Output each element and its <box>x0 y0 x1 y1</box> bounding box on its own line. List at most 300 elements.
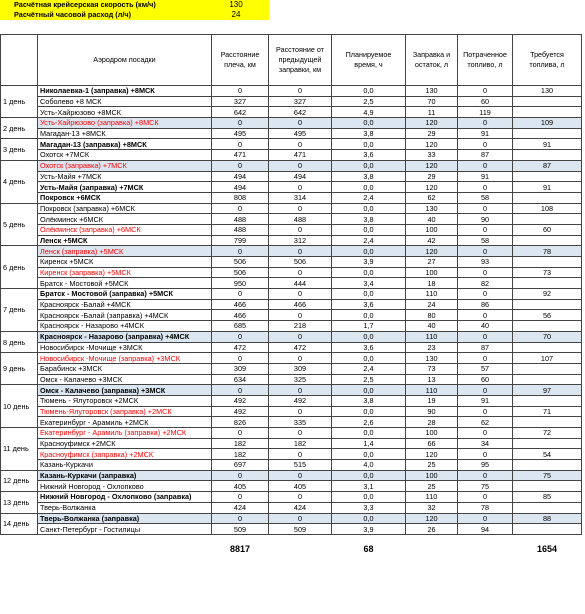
airfield-cell[interactable]: Киренск (заправка) +5МСК <box>38 267 212 278</box>
header-cell[interactable] <box>1 35 38 86</box>
time-cell[interactable]: 0,0 <box>332 353 406 364</box>
fuel-required-cell[interactable] <box>513 342 582 353</box>
distance-from-refuel-cell[interactable]: 0 <box>269 449 332 460</box>
distance-from-refuel-cell[interactable]: 0 <box>269 385 332 396</box>
fuel-required-cell[interactable] <box>513 171 582 182</box>
time-cell[interactable]: 0,0 <box>332 428 406 439</box>
airfield-cell[interactable]: Усть-Майя +7МСК <box>38 171 212 182</box>
fuel-used-cell[interactable]: 93 <box>458 257 513 268</box>
distance-from-refuel-cell[interactable]: 312 <box>269 235 332 246</box>
distance-from-refuel-cell[interactable]: 327 <box>269 96 332 107</box>
airfield-cell[interactable]: Охотск (заправка) +7МСК <box>38 160 212 171</box>
distance-from-refuel-cell[interactable]: 506 <box>269 257 332 268</box>
param-label[interactable]: Расчётная крейсерская скорость (км/ч) <box>0 0 203 10</box>
distance-from-refuel-cell[interactable]: 0 <box>269 118 332 129</box>
fuel-required-cell[interactable] <box>513 374 582 385</box>
airfield-cell[interactable]: Омск - Калачево (заправка) +3МСК <box>38 385 212 396</box>
fuel-used-cell[interactable]: 0 <box>458 449 513 460</box>
fuel-required-cell[interactable] <box>513 107 582 118</box>
distance-from-refuel-cell[interactable]: 515 <box>269 460 332 471</box>
fuel-remaining-cell[interactable]: 110 <box>406 331 458 342</box>
fuel-used-cell[interactable]: 58 <box>458 235 513 246</box>
fuel-used-cell[interactable]: 60 <box>458 96 513 107</box>
distance-cell[interactable]: 0 <box>212 428 269 439</box>
distance-cell[interactable]: 182 <box>212 438 269 449</box>
distance-from-refuel-cell[interactable]: 642 <box>269 107 332 118</box>
airfield-cell[interactable]: Олёкминск +6МСК <box>38 214 212 225</box>
distance-cell[interactable]: 0 <box>212 385 269 396</box>
fuel-used-cell[interactable]: 78 <box>458 502 513 513</box>
distance-cell[interactable]: 0 <box>212 513 269 524</box>
distance-from-refuel-cell[interactable]: 0 <box>269 492 332 503</box>
fuel-used-cell[interactable]: 90 <box>458 214 513 225</box>
day-cell[interactable]: 8 день <box>1 331 38 352</box>
fuel-required-cell[interactable] <box>513 481 582 492</box>
distance-from-refuel-cell[interactable]: 0 <box>269 310 332 321</box>
fuel-used-cell[interactable]: 91 <box>458 395 513 406</box>
airfield-cell[interactable]: Санкт-Петербург - Гостилицы <box>38 524 212 535</box>
time-cell[interactable]: 0,0 <box>332 289 406 300</box>
fuel-required-cell[interactable] <box>513 417 582 428</box>
fuel-required-cell[interactable] <box>513 502 582 513</box>
fuel-required-cell[interactable] <box>513 278 582 289</box>
day-cell[interactable]: 11 день <box>1 428 38 471</box>
fuel-required-cell[interactable]: 71 <box>513 406 582 417</box>
distance-cell[interactable]: 471 <box>212 150 269 161</box>
fuel-remaining-cell[interactable]: 100 <box>406 428 458 439</box>
distance-cell[interactable]: 950 <box>212 278 269 289</box>
time-cell[interactable]: 2,4 <box>332 235 406 246</box>
distance-cell[interactable]: 0 <box>212 203 269 214</box>
fuel-remaining-cell[interactable]: 11 <box>406 107 458 118</box>
fuel-remaining-cell[interactable]: 100 <box>406 267 458 278</box>
time-cell[interactable]: 2,5 <box>332 96 406 107</box>
time-cell[interactable]: 0,0 <box>332 246 406 257</box>
fuel-remaining-cell[interactable]: 130 <box>406 353 458 364</box>
fuel-used-cell[interactable]: 0 <box>458 224 513 235</box>
airfield-cell[interactable]: Барабинск +3МСК <box>38 363 212 374</box>
fuel-required-cell[interactable] <box>513 150 582 161</box>
fuel-remaining-cell[interactable]: 42 <box>406 235 458 246</box>
distance-cell[interactable]: 494 <box>212 171 269 182</box>
fuel-required-cell[interactable] <box>513 235 582 246</box>
airfield-cell[interactable]: Омск - Калачево +3МСК <box>38 374 212 385</box>
airfield-cell[interactable]: Братск - Мостовой +5МСК <box>38 278 212 289</box>
distance-from-refuel-cell[interactable]: 471 <box>269 150 332 161</box>
time-cell[interactable]: 0,0 <box>332 470 406 481</box>
fuel-used-cell[interactable]: 87 <box>458 150 513 161</box>
fuel-required-cell[interactable] <box>513 438 582 449</box>
fuel-remaining-cell[interactable]: 130 <box>406 86 458 97</box>
airfield-cell[interactable]: Усть-Хайрюзово (заправка) +8МСК <box>38 118 212 129</box>
distance-from-refuel-cell[interactable]: 0 <box>269 406 332 417</box>
total-distance-cell[interactable]: 8817 <box>229 544 251 555</box>
distance-from-refuel-cell[interactable]: 0 <box>269 246 332 257</box>
fuel-remaining-cell[interactable]: 19 <box>406 395 458 406</box>
fuel-remaining-cell[interactable]: 27 <box>406 257 458 268</box>
fuel-required-cell[interactable]: 60 <box>513 224 582 235</box>
distance-cell[interactable]: 0 <box>212 289 269 300</box>
fuel-remaining-cell[interactable]: 33 <box>406 150 458 161</box>
fuel-required-cell[interactable] <box>513 524 582 535</box>
fuel-used-cell[interactable]: 91 <box>458 128 513 139</box>
fuel-remaining-cell[interactable]: 26 <box>406 524 458 535</box>
distance-cell[interactable]: 808 <box>212 192 269 203</box>
airfield-cell[interactable]: Казань-Куркачи <box>38 460 212 471</box>
time-cell[interactable]: 3,3 <box>332 502 406 513</box>
empty-cell[interactable] <box>458 541 513 559</box>
fuel-remaining-cell[interactable]: 120 <box>406 160 458 171</box>
distance-from-refuel-cell[interactable]: 424 <box>269 502 332 513</box>
fuel-remaining-cell[interactable]: 23 <box>406 342 458 353</box>
time-cell[interactable]: 0,0 <box>332 449 406 460</box>
distance-cell[interactable]: 509 <box>212 524 269 535</box>
airfield-cell[interactable]: Магадан-13 (заправка) +8МСК <box>38 139 212 150</box>
param-value[interactable]: 130 <box>203 0 269 10</box>
fuel-required-cell[interactable]: 85 <box>513 492 582 503</box>
fuel-used-cell[interactable]: 0 <box>458 182 513 193</box>
fuel-required-cell[interactable]: 97 <box>513 385 582 396</box>
airfield-cell[interactable]: Тюмень-Ялуторовск (заправка) +2МСК <box>38 406 212 417</box>
distance-cell[interactable]: 0 <box>212 492 269 503</box>
distance-from-refuel-cell[interactable]: 325 <box>269 374 332 385</box>
distance-from-refuel-cell[interactable]: 0 <box>269 289 332 300</box>
fuel-used-cell[interactable]: 0 <box>458 385 513 396</box>
fuel-remaining-cell[interactable]: 40 <box>406 321 458 332</box>
fuel-required-cell[interactable] <box>513 395 582 406</box>
fuel-required-cell[interactable]: 70 <box>513 331 582 342</box>
distance-cell[interactable]: 424 <box>212 502 269 513</box>
fuel-used-cell[interactable]: 119 <box>458 107 513 118</box>
day-cell[interactable]: 3 день <box>1 139 38 160</box>
fuel-remaining-cell[interactable]: 29 <box>406 128 458 139</box>
distance-cell[interactable]: 0 <box>212 118 269 129</box>
fuel-used-cell[interactable]: 0 <box>458 267 513 278</box>
fuel-required-cell[interactable] <box>513 192 582 203</box>
distance-from-refuel-cell[interactable]: 0 <box>269 331 332 342</box>
time-cell[interactable]: 0,0 <box>332 118 406 129</box>
distance-from-refuel-cell[interactable]: 0 <box>269 267 332 278</box>
fuel-remaining-cell[interactable]: 25 <box>406 481 458 492</box>
fuel-remaining-cell[interactable]: 120 <box>406 513 458 524</box>
header-cell[interactable]: Заправка и остаток, л <box>406 35 458 86</box>
distance-from-refuel-cell[interactable]: 0 <box>269 513 332 524</box>
distance-cell[interactable]: 0 <box>212 86 269 97</box>
airfield-cell[interactable]: Соболево +8 МСК <box>38 96 212 107</box>
distance-cell[interactable]: 0 <box>212 246 269 257</box>
time-cell[interactable]: 3,8 <box>332 128 406 139</box>
header-cell[interactable]: Аэродром посадки <box>38 35 212 86</box>
distance-cell[interactable]: 309 <box>212 363 269 374</box>
airfield-cell[interactable]: Красноуфимск +2МСК <box>38 438 212 449</box>
fuel-required-cell[interactable]: 130 <box>513 86 582 97</box>
fuel-used-cell[interactable]: 0 <box>458 428 513 439</box>
airfield-cell[interactable]: Красноярск -Балай +4МСК <box>38 299 212 310</box>
distance-from-refuel-cell[interactable]: 0 <box>269 160 332 171</box>
time-cell[interactable]: 3,1 <box>332 481 406 492</box>
distance-cell[interactable]: 182 <box>212 449 269 460</box>
distance-cell[interactable]: 799 <box>212 235 269 246</box>
fuel-remaining-cell[interactable]: 29 <box>406 171 458 182</box>
distance-cell[interactable]: 634 <box>212 374 269 385</box>
empty-cell[interactable] <box>269 541 332 559</box>
fuel-remaining-cell[interactable]: 120 <box>406 182 458 193</box>
distance-cell[interactable]: 492 <box>212 406 269 417</box>
fuel-required-cell[interactable]: 75 <box>513 470 582 481</box>
day-cell[interactable]: 2 день <box>1 118 38 139</box>
fuel-required-cell[interactable]: 73 <box>513 267 582 278</box>
fuel-remaining-cell[interactable]: 120 <box>406 118 458 129</box>
distance-from-refuel-cell[interactable]: 0 <box>269 86 332 97</box>
distance-from-refuel-cell[interactable]: 0 <box>269 203 332 214</box>
airfield-cell[interactable]: Екатеринбург - Арамиль +2МСК <box>38 417 212 428</box>
fuel-used-cell[interactable]: 75 <box>458 481 513 492</box>
fuel-used-cell[interactable]: 86 <box>458 299 513 310</box>
distance-from-refuel-cell[interactable]: 0 <box>269 139 332 150</box>
fuel-used-cell[interactable]: 0 <box>458 470 513 481</box>
airfield-cell[interactable]: Красноуфимск (заправка) +2МСК <box>38 449 212 460</box>
day-cell[interactable]: 5 день <box>1 203 38 246</box>
distance-from-refuel-cell[interactable]: 0 <box>269 353 332 364</box>
distance-cell[interactable]: 0 <box>212 331 269 342</box>
fuel-required-cell[interactable]: 56 <box>513 310 582 321</box>
header-cell[interactable]: Расстояние плеча, км <box>212 35 269 86</box>
fuel-used-cell[interactable]: 0 <box>458 203 513 214</box>
param-row-consumption[interactable] <box>0 10 585 20</box>
day-cell[interactable]: 12 день <box>1 470 38 491</box>
fuel-remaining-cell[interactable]: 70 <box>406 96 458 107</box>
header-cell[interactable]: Потраченное топливо, л <box>458 35 513 86</box>
airfield-cell[interactable]: Братск - Мостовой (заправка) +5МСК <box>38 289 212 300</box>
airfield-cell[interactable]: Тверь-Волжанка <box>38 502 212 513</box>
distance-cell[interactable]: 0 <box>212 353 269 364</box>
distance-from-refuel-cell[interactable]: 495 <box>269 128 332 139</box>
time-cell[interactable]: 0,0 <box>332 203 406 214</box>
empty-cell[interactable] <box>1 541 38 559</box>
airfield-cell[interactable]: Усть-Майя (заправка) +7МСК <box>38 182 212 193</box>
time-cell[interactable]: 0,0 <box>332 86 406 97</box>
distance-from-refuel-cell[interactable]: 182 <box>269 438 332 449</box>
fuel-used-cell[interactable]: 0 <box>458 310 513 321</box>
fuel-used-cell[interactable]: 0 <box>458 513 513 524</box>
fuel-remaining-cell[interactable]: 24 <box>406 299 458 310</box>
time-cell[interactable]: 2,4 <box>332 192 406 203</box>
fuel-used-cell[interactable]: 34 <box>458 438 513 449</box>
day-cell[interactable]: 9 день <box>1 353 38 385</box>
fuel-remaining-cell[interactable]: 90 <box>406 406 458 417</box>
distance-cell[interactable]: 495 <box>212 128 269 139</box>
distance-from-refuel-cell[interactable]: 466 <box>269 299 332 310</box>
distance-from-refuel-cell[interactable]: 314 <box>269 192 332 203</box>
time-cell[interactable]: 0,0 <box>332 513 406 524</box>
fuel-remaining-cell[interactable]: 80 <box>406 310 458 321</box>
fuel-required-cell[interactable]: 107 <box>513 353 582 364</box>
time-cell[interactable]: 3,6 <box>332 299 406 310</box>
header-cell[interactable]: Расстояние от предыдущей заправки, км <box>269 35 332 86</box>
fuel-used-cell[interactable]: 0 <box>458 289 513 300</box>
time-cell[interactable]: 4,0 <box>332 460 406 471</box>
airfield-cell[interactable]: Красноярск - Назарово +4МСК <box>38 321 212 332</box>
fuel-remaining-cell[interactable]: 130 <box>406 203 458 214</box>
time-cell[interactable]: 0,0 <box>332 331 406 342</box>
time-cell[interactable]: 2,5 <box>332 374 406 385</box>
time-cell[interactable]: 3,8 <box>332 395 406 406</box>
airfield-cell[interactable]: Тюмень - Ялуторовск +2МСК <box>38 395 212 406</box>
airfield-cell[interactable]: Покровск +6МСК <box>38 192 212 203</box>
time-cell[interactable]: 3,6 <box>332 342 406 353</box>
distance-cell[interactable]: 0 <box>212 139 269 150</box>
fuel-used-cell[interactable]: 60 <box>458 374 513 385</box>
time-cell[interactable]: 0,0 <box>332 182 406 193</box>
fuel-used-cell[interactable]: 58 <box>458 192 513 203</box>
time-cell[interactable]: 0,0 <box>332 406 406 417</box>
time-cell[interactable]: 0,0 <box>332 160 406 171</box>
day-cell[interactable]: 10 день <box>1 385 38 428</box>
distance-from-refuel-cell[interactable]: 509 <box>269 524 332 535</box>
total-time-cell[interactable]: 68 <box>363 544 374 555</box>
airfield-cell[interactable]: Екатеринбург - Арамиль (заправка) +2МСК <box>38 428 212 439</box>
airfield-cell[interactable]: Охотск +7МСК <box>38 150 212 161</box>
distance-cell[interactable]: 405 <box>212 481 269 492</box>
time-cell[interactable]: 0,0 <box>332 267 406 278</box>
fuel-remaining-cell[interactable]: 62 <box>406 192 458 203</box>
day-cell[interactable]: 13 день <box>1 492 38 513</box>
fuel-remaining-cell[interactable]: 25 <box>406 460 458 471</box>
day-cell[interactable]: 14 день <box>1 513 38 534</box>
distance-from-refuel-cell[interactable]: 309 <box>269 363 332 374</box>
fuel-required-cell[interactable]: 91 <box>513 139 582 150</box>
fuel-used-cell[interactable]: 0 <box>458 139 513 150</box>
fuel-used-cell[interactable]: 0 <box>458 353 513 364</box>
airfield-cell[interactable]: Ленск +5МСК <box>38 235 212 246</box>
airfield-cell[interactable]: Покровск (заправка) +6МСК <box>38 203 212 214</box>
fuel-required-cell[interactable]: 54 <box>513 449 582 460</box>
fuel-remaining-cell[interactable]: 120 <box>406 449 458 460</box>
distance-cell[interactable]: 494 <box>212 182 269 193</box>
fuel-used-cell[interactable]: 94 <box>458 524 513 535</box>
distance-cell[interactable]: 0 <box>212 160 269 171</box>
fuel-required-cell[interactable]: 72 <box>513 428 582 439</box>
airfield-cell[interactable]: Магадан-13 +8МСК <box>38 128 212 139</box>
airfield-cell[interactable]: Новосибирск -Мочище +3МСК <box>38 342 212 353</box>
distance-cell[interactable]: 0 <box>212 470 269 481</box>
header-cell[interactable]: Планируемое время, ч <box>332 35 406 86</box>
fuel-required-cell[interactable] <box>513 363 582 374</box>
time-cell[interactable]: 0,0 <box>332 492 406 503</box>
fuel-required-cell[interactable]: 87 <box>513 160 582 171</box>
day-cell[interactable]: 4 день <box>1 160 38 203</box>
distance-from-refuel-cell[interactable]: 405 <box>269 481 332 492</box>
param-row-speed[interactable] <box>0 0 585 10</box>
time-cell[interactable]: 3,8 <box>332 214 406 225</box>
fuel-remaining-cell[interactable]: 13 <box>406 374 458 385</box>
distance-from-refuel-cell[interactable]: 0 <box>269 224 332 235</box>
distance-cell[interactable]: 685 <box>212 321 269 332</box>
distance-cell[interactable]: 826 <box>212 417 269 428</box>
fuel-used-cell[interactable]: 0 <box>458 331 513 342</box>
fuel-required-cell[interactable] <box>513 321 582 332</box>
distance-cell[interactable]: 472 <box>212 342 269 353</box>
fuel-remaining-cell[interactable]: 120 <box>406 246 458 257</box>
airfield-cell[interactable]: Ленск (заправка) +5МСК <box>38 246 212 257</box>
fuel-used-cell[interactable]: 91 <box>458 171 513 182</box>
fuel-remaining-cell[interactable]: 100 <box>406 224 458 235</box>
fuel-used-cell[interactable]: 87 <box>458 342 513 353</box>
distance-cell[interactable]: 488 <box>212 214 269 225</box>
fuel-required-cell[interactable] <box>513 299 582 310</box>
airfield-cell[interactable]: Нижний Новгород - Охлопково <box>38 481 212 492</box>
time-cell[interactable]: 3,9 <box>332 257 406 268</box>
day-cell[interactable]: 7 день <box>1 289 38 332</box>
fuel-required-cell[interactable] <box>513 128 582 139</box>
fuel-required-cell[interactable] <box>513 214 582 225</box>
airfield-cell[interactable]: Нижний Новгород - Охлопково (заправка) <box>38 492 212 503</box>
fuel-remaining-cell[interactable]: 18 <box>406 278 458 289</box>
fuel-used-cell[interactable]: 0 <box>458 246 513 257</box>
fuel-required-cell[interactable]: 108 <box>513 203 582 214</box>
fuel-remaining-cell[interactable]: 110 <box>406 492 458 503</box>
time-cell[interactable]: 0,0 <box>332 310 406 321</box>
fuel-remaining-cell[interactable]: 40 <box>406 214 458 225</box>
distance-from-refuel-cell[interactable]: 218 <box>269 321 332 332</box>
airfield-cell[interactable]: Красноярск - Назарово (заправка) +4МСК <box>38 331 212 342</box>
fuel-used-cell[interactable]: 0 <box>458 86 513 97</box>
airfield-cell[interactable]: Тверь-Волжанка (заправка) <box>38 513 212 524</box>
distance-cell[interactable]: 466 <box>212 299 269 310</box>
distance-from-refuel-cell[interactable]: 0 <box>269 470 332 481</box>
fuel-remaining-cell[interactable]: 110 <box>406 289 458 300</box>
time-cell[interactable]: 2,4 <box>332 363 406 374</box>
fuel-required-cell[interactable]: 78 <box>513 246 582 257</box>
fuel-remaining-cell[interactable]: 28 <box>406 417 458 428</box>
distance-from-refuel-cell[interactable]: 444 <box>269 278 332 289</box>
time-cell[interactable]: 0,0 <box>332 224 406 235</box>
fuel-required-cell[interactable]: 91 <box>513 182 582 193</box>
time-cell[interactable]: 1,7 <box>332 321 406 332</box>
distance-cell[interactable]: 466 <box>212 310 269 321</box>
empty-cell[interactable] <box>38 541 212 559</box>
distance-from-refuel-cell[interactable]: 0 <box>269 428 332 439</box>
time-cell[interactable]: 0,0 <box>332 139 406 150</box>
time-cell[interactable]: 3,8 <box>332 171 406 182</box>
fuel-required-cell[interactable]: 88 <box>513 513 582 524</box>
distance-cell[interactable]: 327 <box>212 96 269 107</box>
fuel-used-cell[interactable]: 0 <box>458 160 513 171</box>
distance-from-refuel-cell[interactable]: 494 <box>269 171 332 182</box>
fuel-remaining-cell[interactable]: 110 <box>406 385 458 396</box>
fuel-used-cell[interactable]: 0 <box>458 406 513 417</box>
fuel-used-cell[interactable]: 57 <box>458 363 513 374</box>
fuel-used-cell[interactable]: 0 <box>458 118 513 129</box>
day-cell[interactable]: 1 день <box>1 86 38 118</box>
time-cell[interactable]: 4,9 <box>332 107 406 118</box>
airfield-cell[interactable]: Николаевка-1 (заправка) +8МСК <box>38 86 212 97</box>
time-cell[interactable]: 3,9 <box>332 524 406 535</box>
fuel-remaining-cell[interactable]: 32 <box>406 502 458 513</box>
fuel-required-cell[interactable] <box>513 460 582 471</box>
fuel-remaining-cell[interactable]: 66 <box>406 438 458 449</box>
distance-cell[interactable]: 697 <box>212 460 269 471</box>
fuel-remaining-cell[interactable]: 120 <box>406 139 458 150</box>
total-fuel-cell[interactable]: 1654 <box>536 544 558 555</box>
distance-from-refuel-cell[interactable]: 472 <box>269 342 332 353</box>
time-cell[interactable]: 2,6 <box>332 417 406 428</box>
distance-from-refuel-cell[interactable]: 0 <box>269 182 332 193</box>
distance-from-refuel-cell[interactable]: 492 <box>269 395 332 406</box>
empty-cell[interactable] <box>406 541 458 559</box>
param-value[interactable]: 24 <box>203 10 269 20</box>
distance-from-refuel-cell[interactable]: 488 <box>269 214 332 225</box>
